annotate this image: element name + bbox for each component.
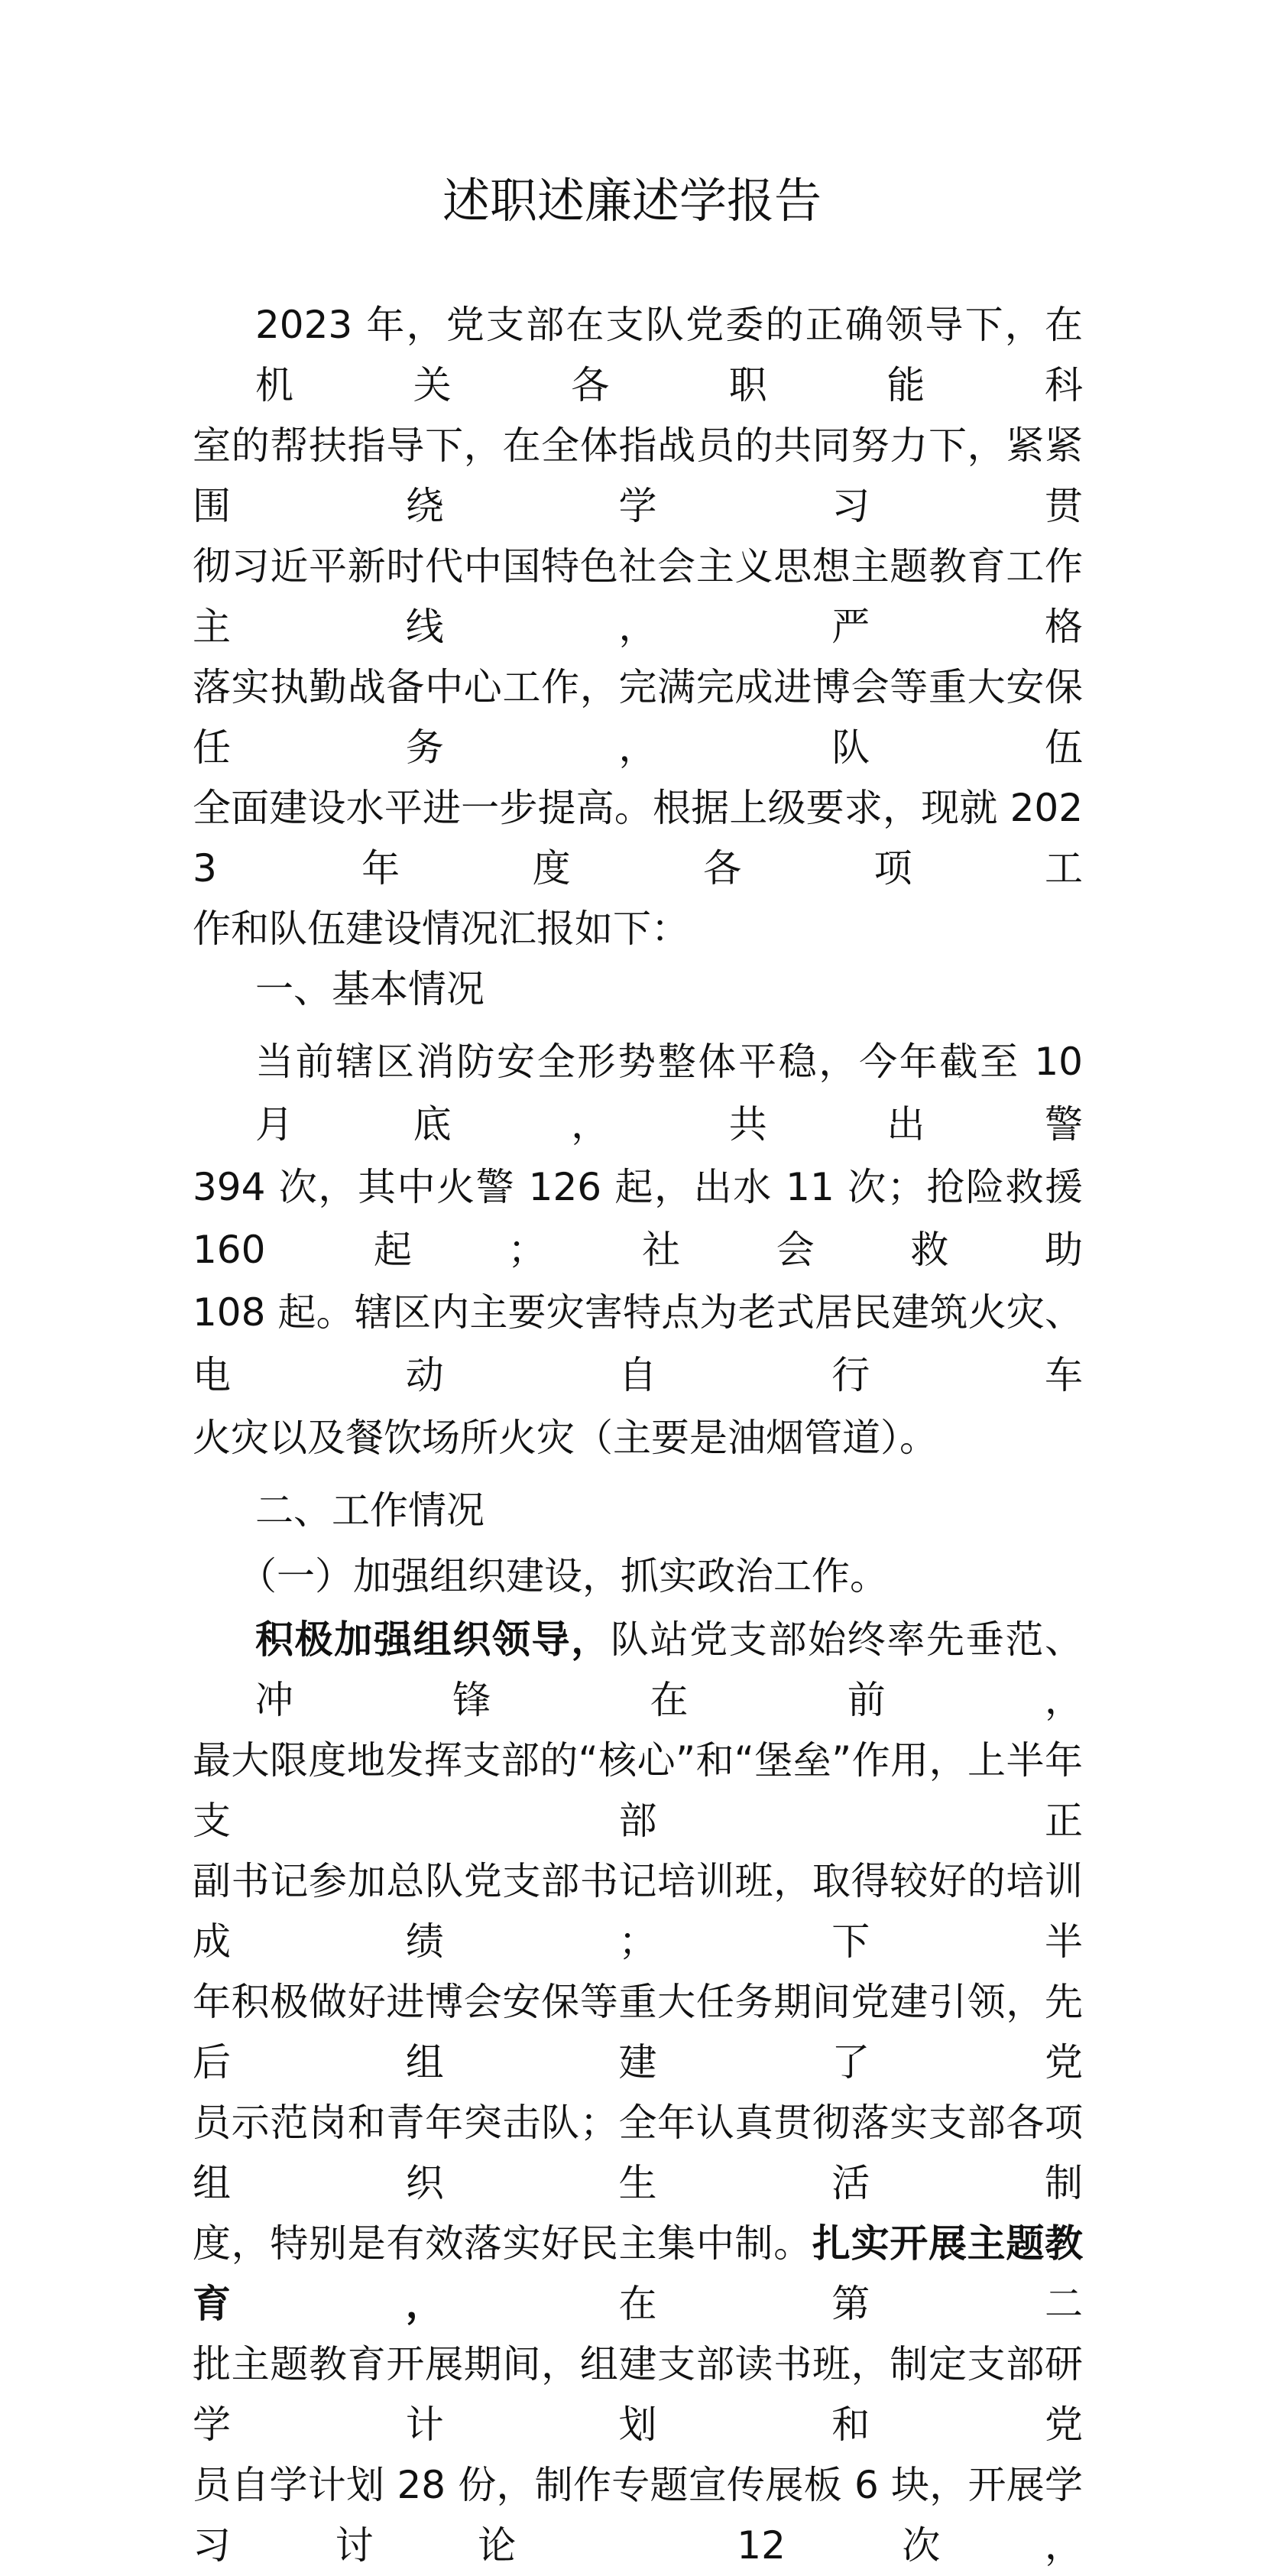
text-line: 批主题教育开展期间，组建支部读书班，制定支部研学计划和党 [193,2342,1083,2447]
paragraph-organization [193,1610,1083,2576]
text-line: 落实执勤战备中心工作，完满完成进博会等重大安保任务，队伍 [193,665,1083,770]
text-span: 在第二 [618,2282,1083,2326]
paragraph-intro [193,295,1083,959]
text-line: 2023 年，党支部在支队党委的正确领导下，在机关各职能科 [255,303,1083,407]
text-line: 作和队伍建设情况汇报如下： [193,907,689,951]
paragraph-basic-situation [193,1030,1083,1469]
text-line: 394 次，其中火警 126 起，出水 11 次；抢险救援 160 起；社会救助 [193,1165,1083,1272]
text-span: 队站党支部始终率先垂范、冲锋在前， [255,1617,1084,1722]
section-heading-work [193,1481,1083,1541]
heading-text: 二、工作情况 [255,1488,485,1533]
subsection-heading-organization [193,1546,1083,1607]
section-heading-basic [193,959,1083,1020]
text-line: 108 起。辖区内主要灾害特点为老式居民建筑火灾、电动自行车 [193,1290,1083,1397]
bold-lead: 扎实开展主题教育， [193,2221,1084,2326]
heading-text: 一、基本情况 [255,967,485,1011]
text-span: 度，特别是有效落实好民主集中制。 [193,2221,812,2266]
text-line: 彻习近平新时代中国特色社会主义思想主题教育工作主线，严格 [193,544,1083,649]
bold-lead: 积极加强组织领导， [255,1617,611,1662]
text-line: 当前辖区消防安全形势整体平稳，今年截至 10 月底，共出警 [255,1040,1083,1147]
text-line: 年积极做好进博会安保等重大任务期间党建引领，先后组建了党 [193,1980,1083,2084]
text-line: 员示范岗和青年突击队；全年认真贯彻落实支部各项组织生活制 [193,2101,1083,2205]
heading-text: （一）加强组织建设，抓实政治工作。 [238,1554,888,1598]
text-line: 最大限度地发挥支部的“核心”和“堡垒”作用，上半年支部正 [193,1738,1083,1843]
text-line: 员自学计划 28 份，制作专题宣传展板 6 块，开展学习讨论 12 次， [193,2463,1083,2568]
document-body [193,295,1083,2576]
text-line: 室的帮扶指导下，在全体指战员的共同努力下，紧紧围绕学习贯 [193,423,1083,528]
document-title: 述职述廉述学报告 [442,173,822,229]
text-line: 副书记参加总队党支部书记培训班，取得较好的培训成绩；下半 [193,1859,1083,1964]
text-line: 火灾以及餐饮场所火灾（主要是油烟管道）。 [193,1416,938,1460]
text-line [193,1610,1083,1731]
text-line: 全面建设水平进一步提高。根据上级要求，现就 2023 年度各项工 [193,786,1083,891]
text-line [193,2214,1083,2334]
